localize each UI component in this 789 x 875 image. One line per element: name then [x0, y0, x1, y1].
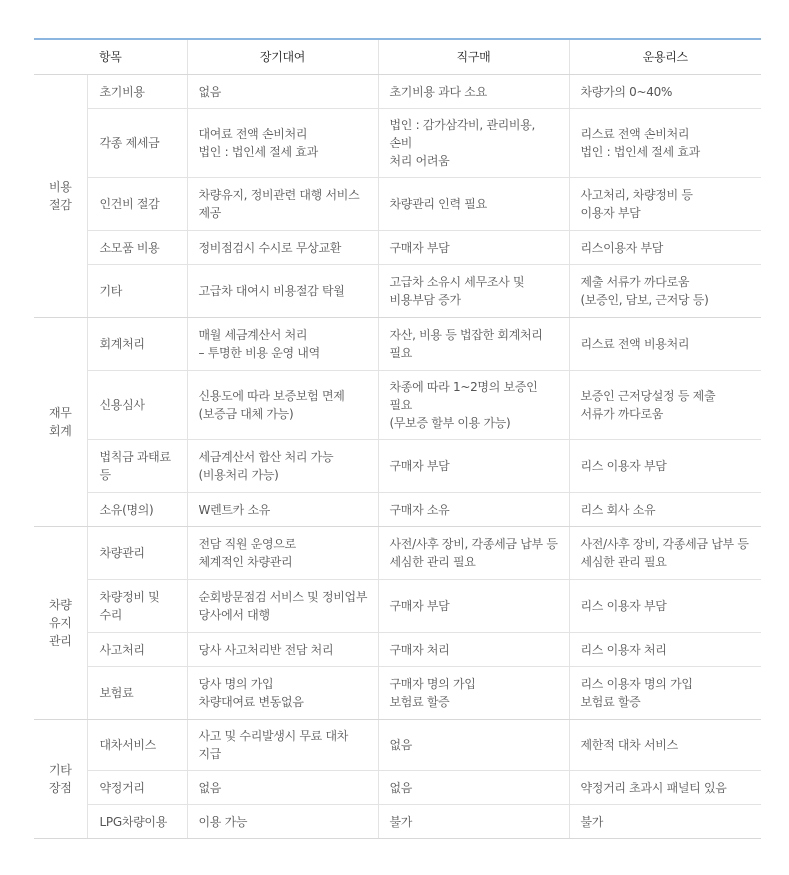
- cell-purchase: 구매자 부담: [378, 231, 569, 265]
- cell-purchase: 구매자 소유: [378, 493, 569, 527]
- row-item-label: LPG차량이용: [87, 805, 187, 839]
- cell-rental: 차량유지, 정비관련 대행 서비스 제공: [187, 178, 378, 231]
- cell-rental: 사고 및 수리발생시 무료 대차 지급: [187, 720, 378, 771]
- category-other-advantages: 기타 장점: [34, 720, 87, 839]
- cell-lease: 리스료 전액 비용처리: [569, 318, 761, 371]
- cell-lease: 제출 서류가 까다로움 (보증인, 담보, 근저당 등): [569, 265, 761, 318]
- table-row: [34, 109, 761, 178]
- cell-purchase: 불가: [378, 805, 569, 839]
- table-row: [34, 318, 761, 371]
- table-row: [34, 633, 761, 667]
- cell-rental: 매월 세금계산서 처리 – 투명한 비용 운영 내역: [187, 318, 378, 371]
- cell-purchase: 구매자 처리: [378, 633, 569, 667]
- cell-rental: 정비점검시 수시로 무상교환: [187, 231, 378, 265]
- cell-lease: 사고처리, 차량정비 등 이용자 부담: [569, 178, 761, 231]
- cell-rental: 순회방문점검 서비스 및 정비업부 당사에서 대행: [187, 580, 378, 633]
- cell-purchase: 자산, 비용 등 법잡한 회계처리 필요: [378, 318, 569, 371]
- row-item-label: 대차서비스: [87, 720, 187, 771]
- comparison-table: [34, 38, 761, 839]
- cell-purchase: 구매자 명의 가입 보험료 할증: [378, 667, 569, 720]
- header-long-term-rental: 장기대여: [187, 39, 378, 75]
- row-item-label: 보험료: [87, 667, 187, 720]
- table-row: [34, 580, 761, 633]
- row-item-label: 차량정비 및 수리: [87, 580, 187, 633]
- table-row: [34, 720, 761, 771]
- table-row: [34, 178, 761, 231]
- cell-rental: 당사 명의 가입 차량대여료 변동없음: [187, 667, 378, 720]
- cell-lease: 리스이용자 부담: [569, 231, 761, 265]
- row-item-label: 신용심사: [87, 371, 187, 440]
- header-row: [34, 39, 761, 75]
- cell-lease: 리스 이용자 부담: [569, 440, 761, 493]
- cell-lease: 리스 이용자 부담: [569, 580, 761, 633]
- cell-purchase: 없음: [378, 720, 569, 771]
- row-item-label: 소모품 비용: [87, 231, 187, 265]
- table-row: [34, 265, 761, 318]
- table-row: [34, 667, 761, 720]
- cell-purchase: 사전/사후 장비, 각종세금 납부 등 세심한 관리 필요: [378, 527, 569, 580]
- cell-purchase: 고급차 소유시 세무조사 및 비용부담 증가: [378, 265, 569, 318]
- table-row: [34, 231, 761, 265]
- cell-rental: 대여료 전액 손비처리 법인 : 법인세 절세 효과: [187, 109, 378, 178]
- table-row: [34, 527, 761, 580]
- category-finance-accounting: 재무 회계: [34, 318, 87, 527]
- table-body: [34, 75, 761, 839]
- cell-lease: 약정거리 초과시 패널티 있음: [569, 771, 761, 805]
- cell-purchase: 구매자 부담: [378, 580, 569, 633]
- header-direct-purchase: 직구매: [378, 39, 569, 75]
- row-item-label: 법칙금 과태료 등: [87, 440, 187, 493]
- cell-lease: 차량가의 0~40%: [569, 75, 761, 109]
- cell-lease: 리스 이용자 명의 가입 보험료 할증: [569, 667, 761, 720]
- cell-lease: 사전/사후 장비, 각종세금 납부 등 세심한 관리 필요: [569, 527, 761, 580]
- cell-lease: 보증인 근저당설정 등 제출 서류가 까다로움: [569, 371, 761, 440]
- row-item-label: 소유(명의): [87, 493, 187, 527]
- table-row: [34, 440, 761, 493]
- cell-rental: 고급차 대여시 비용절감 탁월: [187, 265, 378, 318]
- cell-rental: 세금계산서 합산 처리 가능 (비용처리 가능): [187, 440, 378, 493]
- cell-purchase: 구매자 부담: [378, 440, 569, 493]
- cell-rental: 없음: [187, 75, 378, 109]
- table-row: [34, 493, 761, 527]
- header-operating-lease: 운용리스: [569, 39, 761, 75]
- header-item: 항목: [34, 39, 187, 75]
- row-item-label: 기타: [87, 265, 187, 318]
- cell-rental: 신용도에 따라 보증보험 면제 (보증금 대체 가능): [187, 371, 378, 440]
- cell-lease: 리스 이용자 처리: [569, 633, 761, 667]
- category-vehicle-maintenance: 차량 유지 관리: [34, 527, 87, 720]
- cell-lease: 불가: [569, 805, 761, 839]
- cell-rental: 없음: [187, 771, 378, 805]
- row-item-label: 인건비 절감: [87, 178, 187, 231]
- row-item-label: 회계처리: [87, 318, 187, 371]
- table-row: [34, 75, 761, 109]
- cell-lease: 리스료 전액 손비처리 법인 : 법인세 절세 효과: [569, 109, 761, 178]
- row-item-label: 각종 제세금: [87, 109, 187, 178]
- cell-lease: 제한적 대차 서비스: [569, 720, 761, 771]
- table-row: [34, 771, 761, 805]
- cell-purchase: 법인 : 감가삼각비, 관리비용, 손비 처리 어려움: [378, 109, 569, 178]
- cell-purchase: 초기비용 과다 소요: [378, 75, 569, 109]
- row-item-label: 차량관리: [87, 527, 187, 580]
- row-item-label: 사고처리: [87, 633, 187, 667]
- cell-rental: 전담 직원 운영으로 체계적인 차량관리: [187, 527, 378, 580]
- cell-lease: 리스 회사 소유: [569, 493, 761, 527]
- cell-purchase: 차량관리 인력 필요: [378, 178, 569, 231]
- category-cost-saving: 비용 절감: [34, 75, 87, 318]
- cell-rental: 당사 사고처리반 전담 처리: [187, 633, 378, 667]
- row-item-label: 초기비용: [87, 75, 187, 109]
- table-row: [34, 371, 761, 440]
- row-item-label: 약정거리: [87, 771, 187, 805]
- cell-purchase: 없음: [378, 771, 569, 805]
- cell-rental: 이용 가능: [187, 805, 378, 839]
- cell-rental: W렌트카 소유: [187, 493, 378, 527]
- table-row: [34, 805, 761, 839]
- cell-purchase: 차종에 따라 1~2명의 보증인 필요 (무보증 할부 이용 가능): [378, 371, 569, 440]
